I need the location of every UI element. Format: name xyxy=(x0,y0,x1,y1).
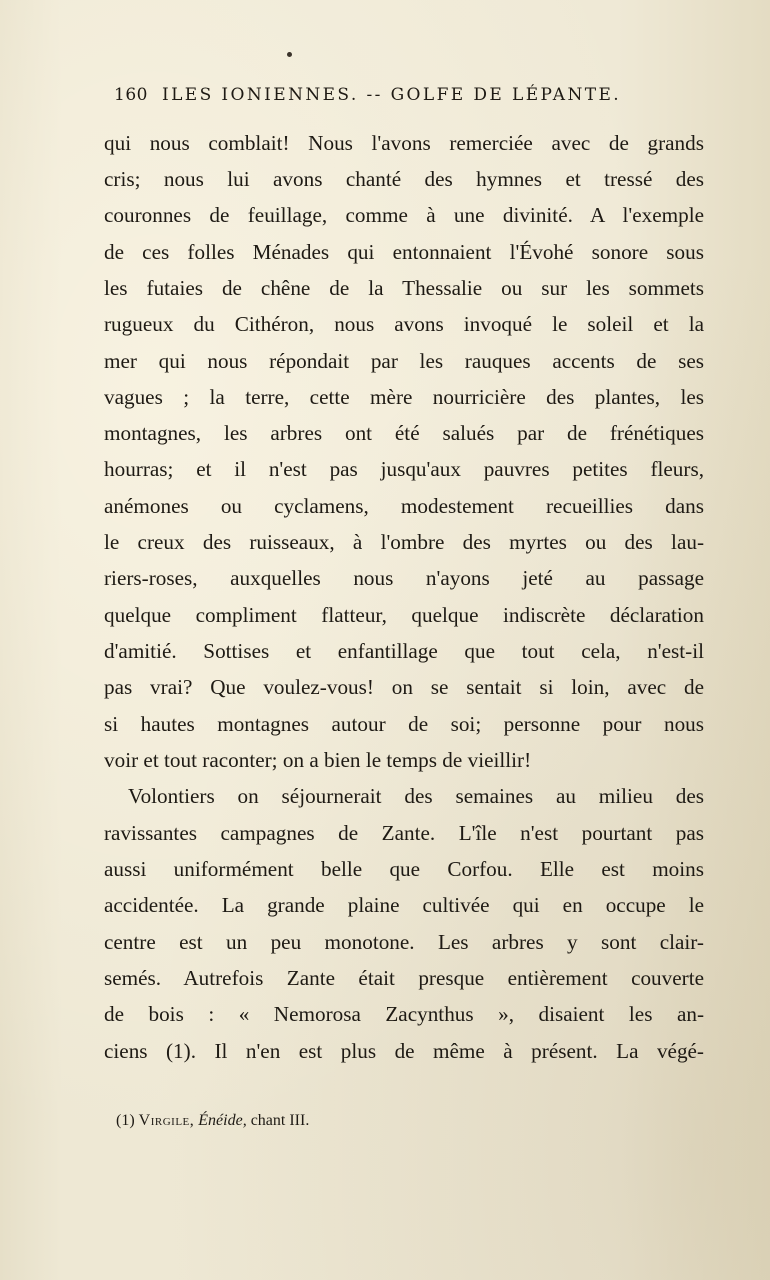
text-line: riers-roses, auxquelles nous n'ayons jeté au passage xyxy=(104,566,704,590)
text-line: pas vrai? Que voulez-vous! on se sentait si loin, avec de xyxy=(104,675,704,699)
text-line: si hautes montagnes autour de soi; personne pour nous xyxy=(104,712,704,736)
text-line: les futaies de chêne de la Thessalie ou sur les sommets xyxy=(104,276,704,300)
text-line: rugueux du Cithéron, nous avons invoqué le soleil et la xyxy=(104,312,704,336)
text-line: d'amitié. Sottises et enfantillage que tout cela, n'est-il xyxy=(104,639,704,663)
text-line: centre est un peu monotone. Les arbres y sont clair- xyxy=(104,930,704,954)
text-line: aussi uniformément belle que Corfou. Elle est moins xyxy=(104,857,704,881)
text-line: mer qui nous répondait par les rauques accents de ses xyxy=(104,349,704,373)
footnote-work: Énéide, xyxy=(198,1112,247,1129)
footnote-author: Virgile, xyxy=(138,1112,195,1129)
text-line: de ces folles Ménades qui entonnaient l'Évohé sonore sous xyxy=(104,240,704,264)
footnote-marker: (1) xyxy=(116,1112,135,1129)
text-line: semés. Autrefois Zante était presque entièrement couverte xyxy=(104,966,704,990)
text-line: de bois : « Nemorosa Zacynthus », disaient les an- xyxy=(104,1002,704,1026)
text-line: accidentée. La grande plaine cultivée qui en occupe le xyxy=(104,893,704,917)
text-line: anémones ou cyclamens, modestement recueillies dans xyxy=(104,494,704,518)
footnote xyxy=(116,1106,516,1136)
text-line: quelque compliment flatteur, quelque indiscrète déclaration xyxy=(104,603,704,627)
text-line: ravissantes campagnes de Zante. L'île n'est pourtant pas xyxy=(104,821,704,845)
text-line: ciens (1). Il n'en est plus de même à présent. La végé- xyxy=(104,1039,704,1063)
text-line: le creux des ruisseaux, à l'ombre des myrtes ou des lau- xyxy=(104,530,704,554)
running-header xyxy=(114,80,674,110)
text-line: cris; nous lui avons chanté des hymnes et tressé des xyxy=(104,167,704,191)
paragraph-start-line: Volontiers on séjournerait des semaines au milieu des xyxy=(128,784,704,808)
text-line: couronnes de feuillage, comme à une divinité. A l'exemple xyxy=(104,203,704,227)
footnote-location: chant III. xyxy=(250,1112,310,1129)
text-line: voir et tout raconter; on a bien le temps de vieillir! xyxy=(104,748,532,772)
text-line: montagnes, les arbres ont été salués par de frénétiques xyxy=(104,421,704,445)
text-line: vagues ; la terre, cette mère nourricière des plantes, les xyxy=(104,385,704,409)
page-number: 160 xyxy=(114,85,148,105)
text-line: hourras; et il n'est pas jusqu'aux pauvres petites fleurs, xyxy=(104,457,704,481)
ink-dot xyxy=(287,52,292,57)
running-title: ILES IONIENNES. -- GOLFE DE LÉPANTE. xyxy=(161,85,622,105)
text-line: qui nous comblait! Nous l'avons remerciée avec de grands xyxy=(104,131,704,155)
